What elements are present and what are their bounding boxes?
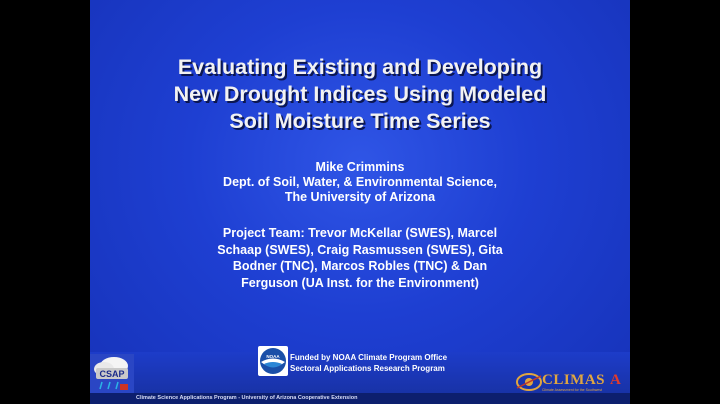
author-name: Mike Crimmins — [315, 160, 405, 174]
title-line: New Drought Indices Using Modeled — [173, 82, 547, 106]
noaa-emblem-icon — [258, 346, 288, 376]
slide-title — [90, 54, 630, 135]
funding-line-2: Sectoral Applications Research Program — [290, 364, 445, 373]
climas-logo-letter: A — [610, 372, 621, 388]
author-dept: Dept. of Soil, Water, & Environmental Science, — [223, 175, 497, 189]
footer-strip — [90, 393, 630, 404]
title-line: Soil Moisture Time Series — [229, 109, 491, 133]
footer-text: Climate Science Applications Program - University of Arizona Cooperative Extension — [136, 395, 358, 401]
author-block — [90, 160, 630, 205]
funding-line-1: Funded by NOAA Climate Program Office — [290, 353, 448, 362]
noaa-logo-text: NOAA — [266, 354, 280, 359]
team-line: Project Team: Trevor McKellar (SWES), Marcel — [222, 226, 498, 240]
csap-logo-text: CSAP — [99, 369, 125, 379]
title-line: Evaluating Existing and Developing — [177, 55, 543, 79]
project-team — [90, 225, 630, 291]
team-line: Schaap (SWES), Craig Rasmussen (SWES), Gita — [217, 242, 503, 257]
funding-note — [290, 352, 447, 374]
team-line: Bodner (TNC), Marcos Robles (TNC) & Dan — [232, 259, 488, 273]
author-university: The University of Arizona — [284, 190, 436, 204]
csap-logo — [90, 354, 134, 394]
team-line: Ferguson (UA Inst. for the Environment) — [241, 275, 479, 290]
noaa-logo — [258, 346, 288, 376]
presentation-slide — [90, 0, 630, 404]
climas-logo-subtitle: Climate Assessment for the Southwest — [542, 388, 602, 392]
climas-logo-text: CLIMAS — [542, 372, 606, 388]
